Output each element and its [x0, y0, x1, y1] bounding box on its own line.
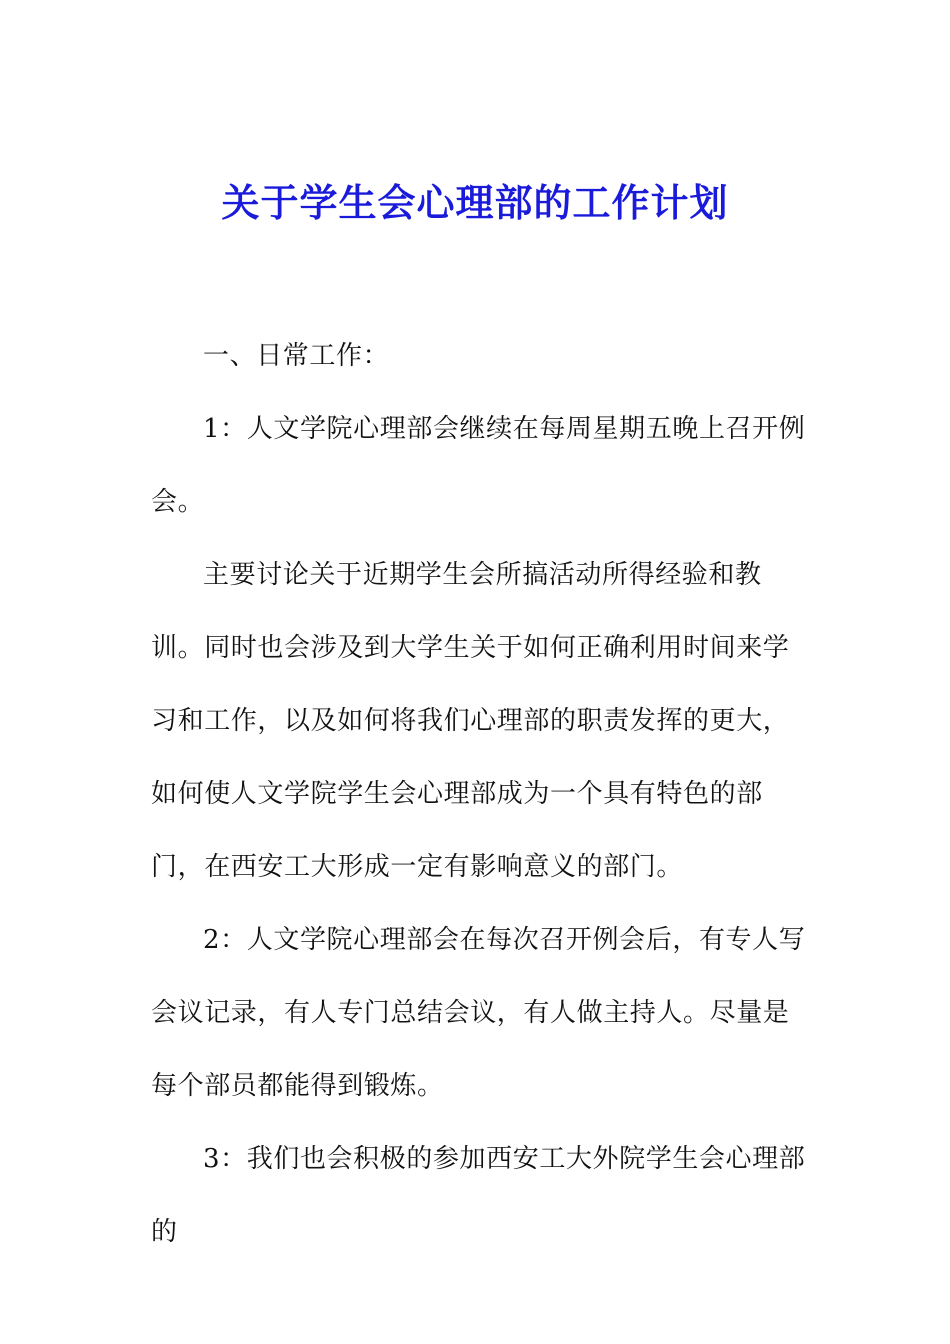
paragraph-item-3: 3：我们也会积极的参加西安工大外院学生会心理部的: [151, 1144, 806, 1247]
paragraph-item-2: 2：人文学院心理部会在每次召开例会后，有专人写会议记录，有人专门总结会议，有人做主持人。尽量是每个部员都能得到锻炼。: [151, 925, 806, 1101]
paragraph-discussion: 主要讨论关于近期学生会所搞活动所得经验和教训。同时也会涉及到大学生关于如何正确利用时间来学习和工作，以及如何将我们心理部的职责发挥的更大，如何使人文学院学生会心理部成为一个具有特色的部门，在西安工大形成一定有影响意义的部门。: [151, 560, 790, 882]
paragraph-daily-work-heading: 一、日常工作：: [203, 341, 390, 371]
document-title: 关于学生会心理部的工作计划: [221, 180, 729, 225]
document-body: [151, 320, 811, 1269]
paragraph-item-1: 1：人文学院心理部会继续在每周星期五晚上召开例会。: [151, 414, 806, 517]
